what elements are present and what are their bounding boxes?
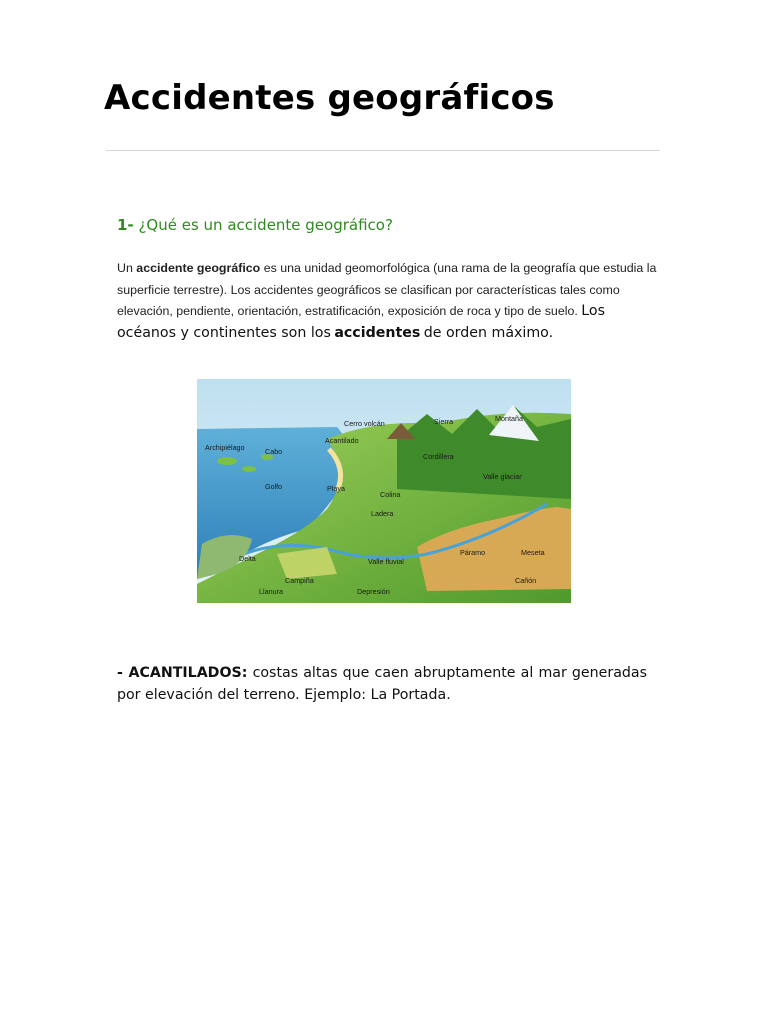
para-large-term: accidentes [334,324,421,341]
acantilados-paragraph [117,662,647,706]
label-delta: Delta [239,554,256,563]
label-cabo: Cabo [265,447,283,456]
section-number: 1- [117,216,134,234]
label-sierra: Sierra [434,417,454,426]
definition-paragraph [117,258,657,344]
label-acantilado: Acantilado [325,436,359,445]
label-meseta: Meseta [521,548,545,557]
para-body: es una unidad geomorfológica (una rama de la geografía que estudia la superficie terrestre). Los accidentes geográficos se clasifican por características tales como elevación, pendiente, orientación, estratificación, exposición de roca y tipo de suelo. [117,261,657,318]
para-intro: Un [117,261,133,275]
acantilados-lead: - ACANTILADOS: [117,665,248,681]
label-golfo: Golfo [265,482,283,491]
page-title: Accidentes geográficos [104,78,555,118]
label-llanura: Llanura [259,587,283,596]
label-canon: Cañón [515,576,537,585]
label-paramo: Páramo [460,548,486,557]
title-divider [106,150,660,151]
para-term: accidente geográfico [136,261,261,275]
label-valle-fluvial: Valle fluvial [368,557,404,566]
section-heading [117,216,393,234]
label-campina: Campiña [285,576,314,585]
label-archipielago: Archipiélago [205,443,245,452]
label-playa: Playa [327,484,345,493]
label-ladera: Ladera [371,509,394,518]
label-depresion: Depresión [357,587,390,596]
para-large-pre: Los océanos y continentes son los [117,303,605,341]
island [217,457,237,465]
label-colina: Colina [380,490,401,499]
label-cordillera: Cordillera [423,452,454,461]
label-montana: Montaña [495,414,523,423]
island [242,466,256,472]
acantilados-text: costas altas que caen abruptamente al mar generadas por elevación del terreno. Ejemplo: La Portada. [117,665,648,703]
section-heading-text: ¿Qué es un accidente geográfico? [138,216,393,234]
para-large-post: de orden máximo. [423,324,554,341]
label-cerro-volcan: Cerro volcán [344,419,385,428]
label-valle-glaciar: Valle glaciar [483,472,522,481]
landforms-illustration [197,379,571,603]
